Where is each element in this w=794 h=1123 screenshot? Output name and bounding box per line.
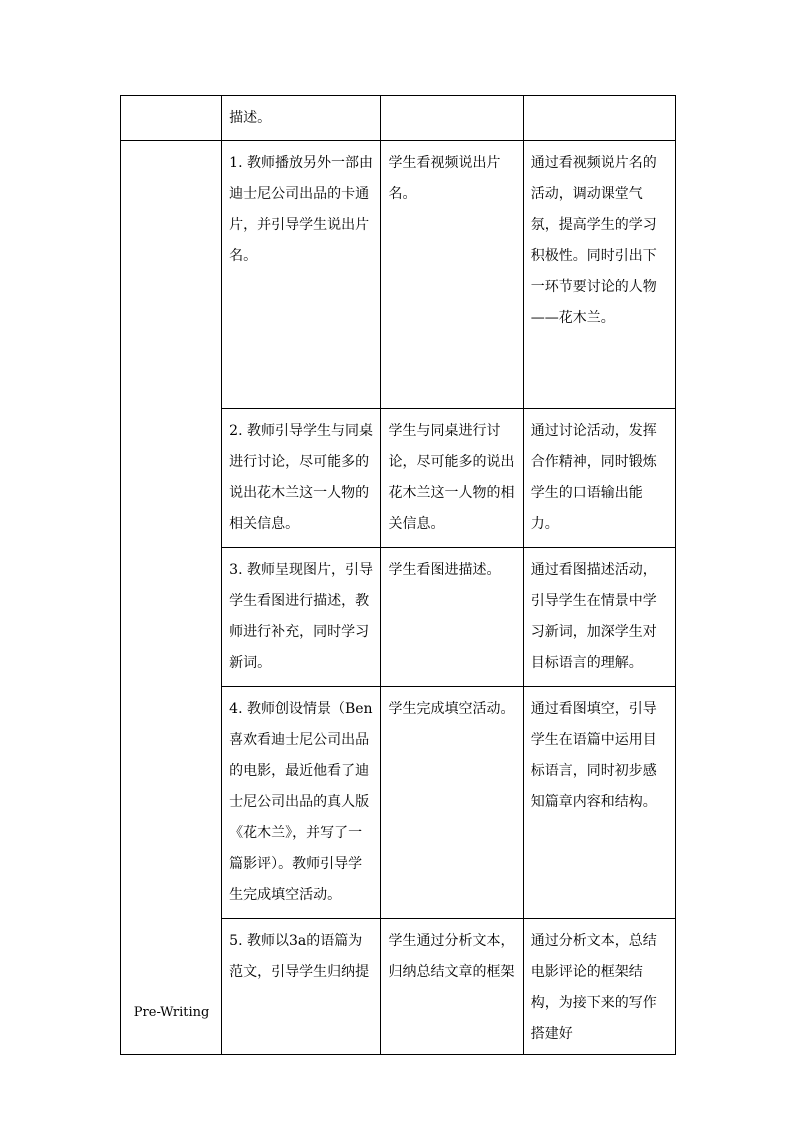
- stage-cell-previous: [121, 96, 222, 141]
- purpose-cell: [523, 96, 675, 141]
- purpose-cell: 通过看图描述活动，引导学生在情景中学习新词，加深学生对目标语言的理解。: [523, 548, 675, 687]
- lesson-plan-table: [120, 95, 676, 1055]
- purpose-cell: 通过分析文本，总结电影评论的框架结构，为接下来的写作搭建好: [523, 919, 675, 1055]
- activity-cell: 5. 教师以3a的语篇为范文，引导学生归纳提: [222, 919, 381, 1055]
- activity-cell: 3. 教师呈现图片，引导学生看图进行描述，教师进行补充，同时学习新词。: [222, 548, 381, 687]
- purpose-cell: 通过看视频说片名的活动，调动课堂气氛，提高学生的学习积极性。同时引出下一环节要讨论的人物——花木兰。: [523, 141, 675, 409]
- student-cell: 学生看视频说出片名。: [381, 141, 523, 409]
- table-row: [121, 96, 676, 141]
- purpose-cell: 通过讨论活动，发挥合作精神，同时锻炼学生的口语输出能力。: [523, 409, 675, 548]
- activity-cell: 4. 教师创设情景（Ben喜欢看迪士尼公司出品的电影，最近他看了迪士尼公司出品的真人版《花木兰》，并写了一篇影评）。教师引导学生完成填空活动。: [222, 687, 381, 919]
- table-row: [121, 141, 676, 409]
- purpose-cell: 通过看图填空，引导学生在语篇中运用目标语言，同时初步感知篇章内容和结构。: [523, 687, 675, 919]
- stage-cell: Pre-Writing: [121, 141, 222, 1055]
- student-cell: 学生完成填空活动。: [381, 687, 523, 919]
- activity-cell: 2. 教师引导学生与同桌进行讨论，尽可能多的说出花木兰这一人物的相关信息。: [222, 409, 381, 548]
- activity-cell: 描述。: [222, 96, 381, 141]
- student-cell: 学生通过分析文本，归纳总结文章的框架: [381, 919, 523, 1055]
- student-cell: 学生看图进描述。: [381, 548, 523, 687]
- student-cell: 学生与同桌进行讨论，尽可能多的说出花木兰这一人物的相关信息。: [381, 409, 523, 548]
- student-cell: [381, 96, 523, 141]
- activity-cell: 1. 教师播放另外一部由迪士尼公司出品的卡通片，并引导学生说出片名。: [222, 141, 381, 409]
